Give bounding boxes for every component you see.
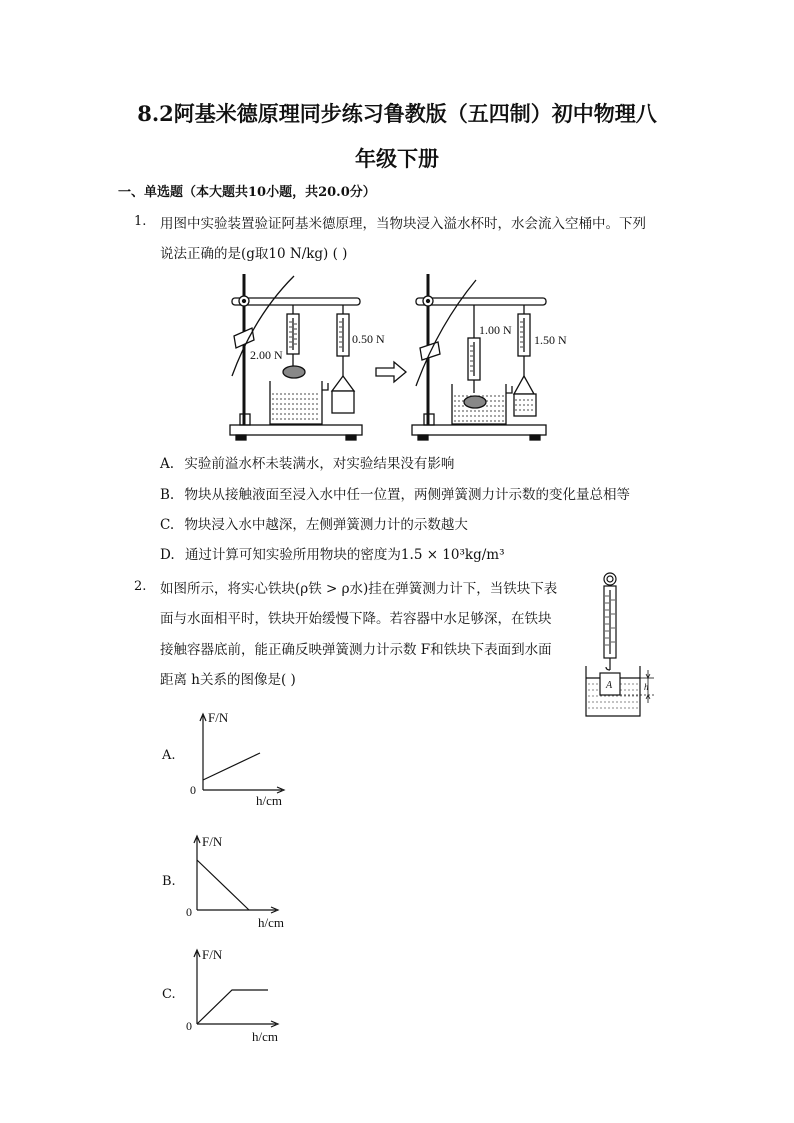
q2-stem-line-3: 接触容器底前，能正确反映弹簧测力计示数 F和铁块下表面到水面 (160, 642, 552, 658)
q2-stem-line-1: 如图所示，将实心铁块(ρ铁 > ρ水)挂在弹簧测力计下，当铁块下表 (160, 581, 558, 597)
left-empty-bucket (332, 391, 354, 413)
q1-number: 1. (134, 214, 147, 229)
left-block (283, 366, 305, 378)
graph-a-line (203, 753, 260, 780)
q1-stem-line-1: 用图中实验装置验证阿基米德原理，当物块浸入溢水杯时，水会流入空桶中。下列 (160, 216, 646, 232)
q2-stem-line-2: 面与水面相平时，铁块开始缓慢下降。若容器中水足够深，在铁块 (160, 611, 552, 627)
graph-b-line (197, 860, 249, 910)
right-crossbar (416, 298, 546, 305)
option-letter: B. (160, 487, 175, 503)
graph-xlabel: h/cm (252, 1029, 278, 1044)
graph-ylabel: F/N (208, 710, 229, 725)
q1-option-b[interactable] (160, 483, 630, 503)
q2-graph-c[interactable] (186, 944, 296, 1046)
right-reading: 1.00 N (479, 323, 512, 337)
graph-c-line (197, 990, 268, 1024)
option-letter: D. (160, 547, 175, 563)
depth-label: h (644, 682, 649, 692)
q2-stem-line-4: 距离 h关系的图像是( ) (160, 672, 296, 688)
right-base (412, 425, 546, 435)
left-clamp (234, 328, 254, 348)
right-block (464, 396, 486, 408)
left-crossbar (232, 298, 360, 305)
left-base (230, 425, 362, 435)
graph-xlabel: h/cm (258, 915, 284, 930)
graph-origin: 0 (186, 1019, 192, 1033)
q1-option-c[interactable] (160, 513, 468, 533)
q1-option-a[interactable] (160, 452, 454, 472)
q1-experiment-figure (224, 266, 567, 442)
q2-option-a-letter[interactable]: A. (162, 748, 176, 763)
section-heading: 一、单选题（本大题共10小题，共20.0分） (118, 185, 376, 200)
q1-option-d[interactable] (160, 543, 504, 563)
option-text: 物块从接触液面至浸入水中任一位置，两侧弹簧测力计示数的变化量总相等 (184, 487, 631, 503)
page-title-line-2: 年级下册 (355, 146, 439, 171)
graph-origin: 0 (186, 905, 192, 919)
graph-ylabel: F/N (202, 834, 223, 849)
arrow-icon (376, 362, 406, 382)
block-label: A (606, 680, 613, 691)
right-cup-reading: 1.50 N (534, 333, 567, 347)
option-text: 物块浸入水中越深，左侧弹簧测力计的示数越大 (184, 517, 468, 533)
left-cup-reading: 0.50 N (352, 332, 385, 346)
q2-number: 2. (134, 579, 147, 594)
left-reading: 2.00 N (250, 348, 283, 362)
graph-xlabel: h/cm (256, 793, 282, 808)
q2-option-c-letter[interactable]: C. (162, 987, 176, 1002)
option-text: 通过计算可知实验所用物块的密度为1.5 × 10³kg/m³ (184, 547, 505, 563)
option-letter: C. (160, 517, 175, 533)
graph-origin: 0 (190, 783, 196, 797)
option-letter: A. (160, 456, 175, 472)
q1-stem-line-2: 说法正确的是(g取10 N/kg) ( ) (160, 246, 348, 262)
page-title-line-1: 8.2阿基米德原理同步练习鲁教版（五四制）初中物理八 (137, 101, 657, 126)
q2-spring-scale-figure (578, 570, 660, 720)
q2-graph-b[interactable] (186, 830, 296, 932)
graph-ylabel: F/N (202, 947, 223, 962)
q2-graph-a[interactable] (186, 708, 296, 810)
option-text: 实验前溢水杯未装满水，对实验结果没有影响 (184, 456, 455, 472)
q2-option-b-letter[interactable]: B. (162, 874, 176, 889)
